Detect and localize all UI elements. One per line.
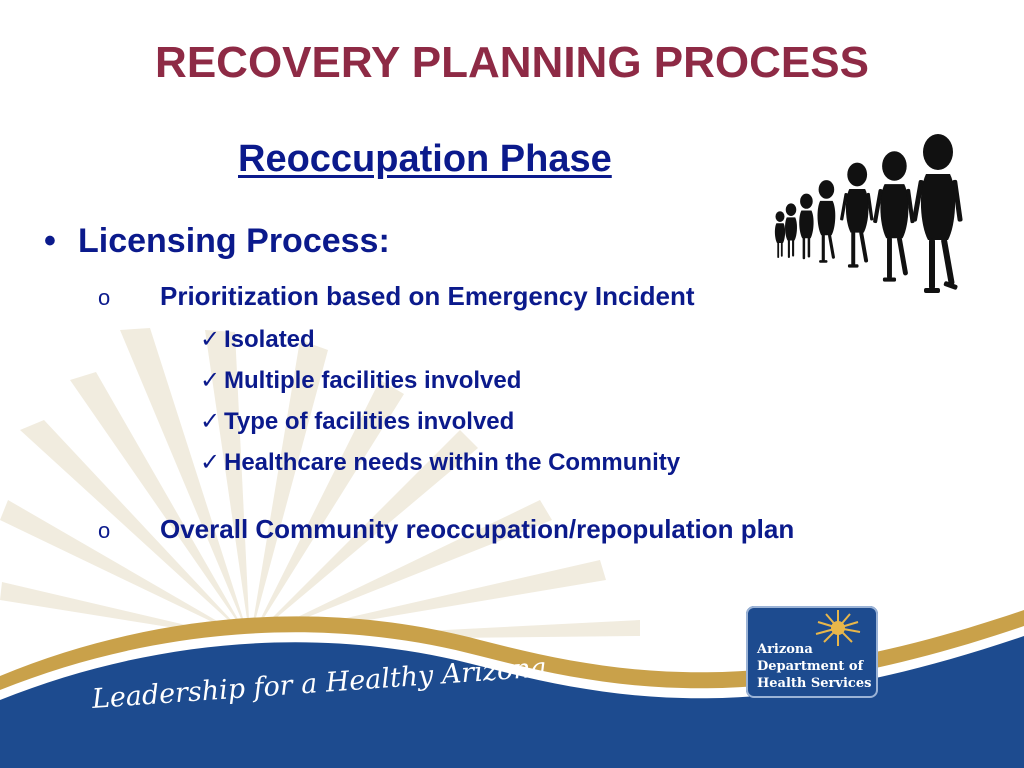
checkmark-icon: ✓	[200, 326, 221, 353]
slide-title: RECOVERY PLANNING PROCESS	[155, 38, 869, 87]
logo-line-3: Health Services	[757, 676, 872, 691]
check-item-text: Multiple facilities involved	[224, 367, 522, 394]
footer-slogan: Leadership for a Healthy Arizona	[90, 652, 548, 715]
logo-line-2: Department of	[757, 659, 864, 674]
walking-people-figures	[775, 134, 963, 293]
sub-bullet-marker: o	[98, 518, 111, 543]
logo-text	[757, 641, 871, 692]
check-item	[200, 448, 680, 477]
logo-line-1: Arizona	[757, 642, 813, 657]
checkmark-icon: ✓	[200, 449, 221, 476]
checkmark-icon: ✓	[200, 367, 221, 394]
check-item	[200, 407, 514, 436]
checkmark-icon: ✓	[200, 408, 221, 435]
check-item	[200, 366, 521, 395]
walking-people-illustration	[768, 130, 988, 325]
check-item-text: Isolated	[224, 326, 315, 353]
sub-bullet-text: Overall Community reoccupation/repopulation plan	[160, 514, 795, 544]
sub-bullet-community-plan	[98, 514, 794, 545]
check-item-text: Type of facilities involved	[224, 408, 515, 435]
slide-subtitle: Reoccupation Phase	[238, 138, 612, 180]
check-item	[200, 325, 315, 354]
sub-bullet-marker: o	[98, 285, 111, 310]
sub-bullet-text: Prioritization based on Emergency Incident	[160, 281, 695, 311]
bullet-licensing-process	[44, 222, 390, 261]
sub-bullet-prioritization	[98, 281, 695, 312]
adhs-logo	[746, 606, 878, 698]
bullet-text: Licensing Process:	[78, 222, 390, 260]
check-item-text: Healthcare needs within the Community	[224, 449, 681, 476]
bullet-marker: •	[44, 222, 56, 260]
